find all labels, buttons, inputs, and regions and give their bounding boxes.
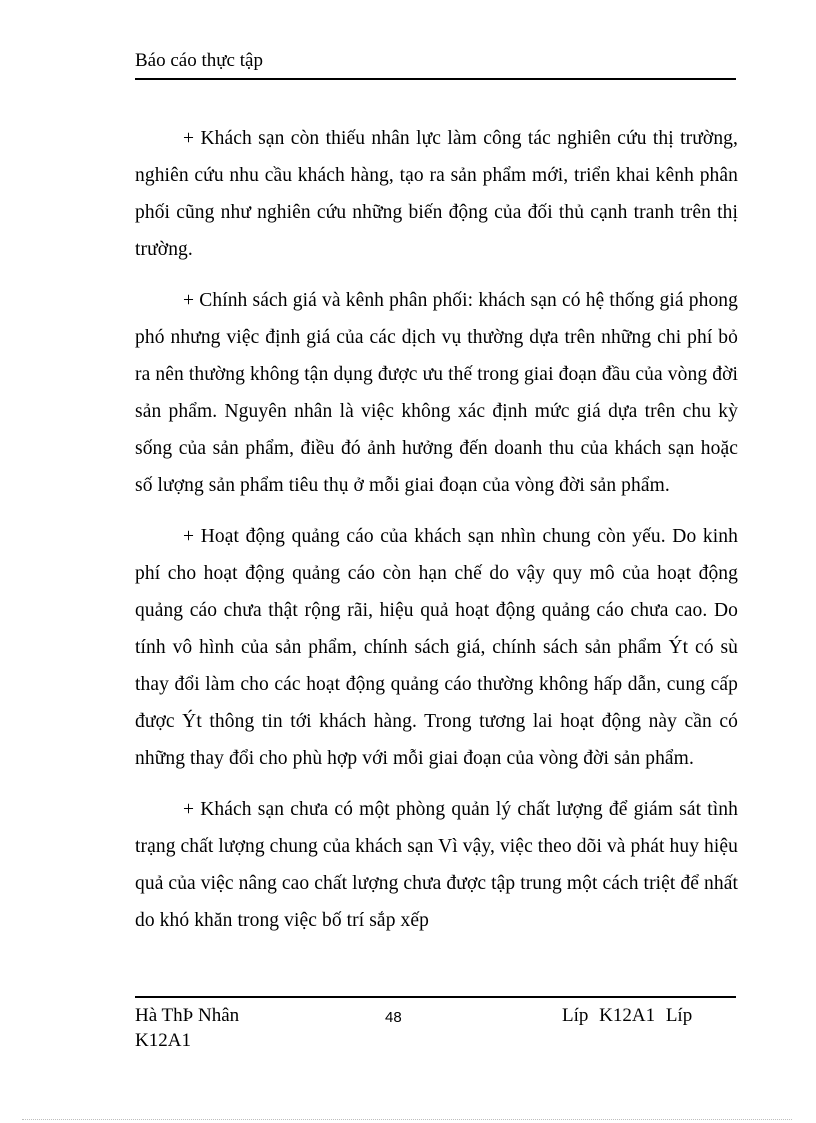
author-name: Hà ThÞ Nhân [135, 1005, 240, 1026]
class-label [562, 1004, 692, 1028]
class-label-repeat: Líp [665, 1005, 693, 1026]
paragraph-advertising: + Hoạt động quảng cáo của khách sạn nhìn chung còn yếu. Do kinh phí cho hoạt động quảng cáo còn hạn chế do vậy quy mô của hoạt động quảng cáo chưa thật rộng rãi, hiệu quả hoạt động quảng cáo chưa cao. Do tính vô hình của sản phẩm, chính sách giá, chính sách sản phẩm Ýt có sù thay đổi làm cho các hoạt động quảng cáo thường không hấp dẫn, cung cấp được Ýt thông tin tới khách hàng. Trong tương lai hoạt động này cần có những thay đổi cho phù hợp với mỗi giai đoạn của vòng đời sản phẩm. [135, 526, 738, 769]
paragraph-pricing: + Chính sách giá và kênh phân phối: khách sạn có hệ thống giá phong phó nhưng việc định giá của các dịch vụ thường dựa trên những chi phí bỏ ra nên thường không tận dụng được ưu thế trong giai đoạn đầu của vòng đời sản phẩm. Nguyên nhân là việc không xác định mức giá dựa trên chu kỳ sống của sản phẩm, điều đó ảnh hưởng đến doanh thu của khách sạn hoặc số lượng sản phẩm tiêu thụ ở mỗi giai đoạn của vòng đời sản phẩm. [135, 290, 738, 496]
page-number: 48 [385, 1009, 402, 1026]
paragraph-staffing: + Khách sạn còn thiếu nhân lực làm công tác nghiên cứu thị trường, nghiên cứu nhu cầu khách hàng, tạo ra sản phẩm mới, triển khai kênh phân phối cũng như nghiên cứu những biến động của đối thủ cạnh tranh trên thị trường. [135, 128, 738, 260]
document-body [135, 120, 738, 953]
class-label-main: Líp K12A1 [562, 1005, 656, 1026]
author-class-code: K12A1 [135, 1030, 191, 1051]
page-footer [135, 996, 736, 1058]
paragraph-quality: + Khách sạn chưa có một phòng quản lý chất lượng để giám sát tình trạng chất lượng chung của khách sạn Vì vậy, việc theo dõi và phát huy hiệu quả của việc nâng cao chất lượng chưa được tập trung một cách triệt để nhất do khó khăn trong việc bố trí sắp xếp [135, 799, 738, 931]
report-title: Báo cáo thực tập [135, 50, 263, 71]
page-bottom-border [22, 1119, 792, 1120]
page-header [135, 48, 736, 80]
